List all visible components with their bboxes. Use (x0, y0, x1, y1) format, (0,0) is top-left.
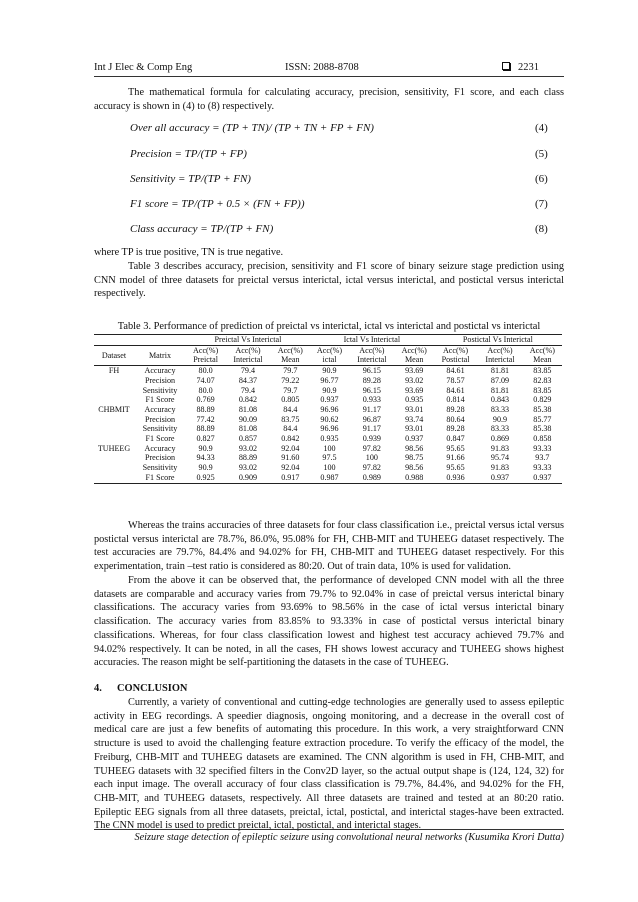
cell-metric: Sensitivity (142, 424, 178, 434)
cell-value: 89.28 (446, 424, 465, 434)
col-header-bottom: Interictal (357, 355, 387, 365)
cell-dataset (94, 424, 134, 434)
cell-value: 93.69 (405, 385, 424, 395)
cell-value: 94.33 (196, 453, 215, 463)
cell-value: 83.85 (533, 385, 552, 395)
table-group-header (94, 335, 562, 346)
cell-value: 93.74 (405, 414, 424, 424)
cell-value: 0.805 (281, 395, 300, 405)
running-footer: Seizure stage detection of epileptic seizure using convolutional neural networks (Kusumika Krori Dutta) (134, 832, 564, 843)
col-header-bottom: Mean (533, 355, 552, 365)
equation-4: Over all accuracy = (TP + TN)/ (TP + TN + FP + FN) (130, 122, 374, 134)
cell-value: 82.83 (533, 375, 552, 385)
cell-value: 0.909 (225, 473, 271, 483)
col-header-top: Acc(%) (442, 345, 469, 355)
cell-value: 81.81 (490, 366, 510, 376)
cell-value: 0.939 (362, 434, 381, 444)
cell-value: 91.83 (490, 443, 510, 453)
cell-value: 81.08 (238, 404, 258, 414)
training-results-paragraph: Whereas the trains accuracies of three datasets for four class classification i.e., preictal versus ictal versus postictal versus interictal are 78.7%, 86.0%, 95.08% for FH, CHB-MIT and TUHEEG dataset respectively. The test accuracies are 79.7%, 84.4% and 94.02% for FH, CHB-MIT and TUHEEG dataset respectively. For this experimentation, train –test ratio is considered as 80:20. Out of train data, 10% is used for validation. (94, 520, 564, 573)
cell-value: 83.33 (490, 404, 510, 414)
cell-value: 87.09 (490, 375, 510, 385)
table-row (94, 405, 562, 415)
cell-value: 84.37 (238, 375, 258, 385)
group-ictal: Ictal Vs Interictal (310, 335, 434, 346)
cell-value: 0.988 (395, 473, 434, 483)
cell-value: 91.17 (362, 404, 381, 414)
cell-value: 0.937 (523, 473, 562, 483)
cell-value: 93.02 (238, 443, 258, 453)
col-dataset: Dataset (94, 345, 134, 365)
cell-value: 90.9 (322, 366, 337, 376)
cell-value: 95.74 (490, 453, 510, 463)
cell-value: 97.82 (362, 463, 381, 473)
box-icon (502, 62, 510, 70)
cell-value: 91.83 (490, 463, 510, 473)
cell-value: 89.28 (446, 404, 465, 414)
cell-value: 93.33 (533, 463, 552, 473)
cell-value: 88.89 (238, 453, 258, 463)
header-rule (94, 76, 564, 77)
cell-value: 93.02 (238, 463, 258, 473)
equation-7: F1 score = TP/(TP + 0.5 × (FN + FP)) (130, 198, 305, 210)
cell-value: 0.829 (533, 395, 552, 405)
cell-value: 85.38 (533, 404, 552, 414)
cell-value: 98.56 (405, 463, 424, 473)
table-row (94, 463, 562, 473)
col-header (186, 345, 225, 365)
cell-metric: Precision (144, 453, 176, 463)
page-number: 2231 (518, 62, 539, 73)
cell-value: 91.66 (446, 453, 465, 463)
equation-6-number: (6) (535, 173, 548, 185)
cell-dataset: FH (108, 366, 120, 376)
table-body (94, 366, 562, 483)
table3-intro-paragraph: Table 3 describes accuracy, precision, sensitivity and F1 score of binary seizure stage prediction using CNN model of three datasets for preictal versus interictal, ictal versus interictal, and postictal versus interictal respectively. (94, 261, 564, 300)
section-number: 4. (94, 683, 102, 694)
col-header (477, 345, 523, 365)
where-text: where TP is true positive, TN is true negative. (94, 247, 284, 258)
cell-value: 0.769 (196, 395, 215, 405)
cell-metric: F1 Score (134, 473, 186, 483)
conclusion-paragraph: Currently, a variety of conventional and cutting-edge technologies are generally used to assess epileptic activity in EEG recordings. A speedier diagnosis, ongoing monitoring, and a decrease in the overall cost of medical care are just a few benefits of automating this procedure. In this work, a very straightforward CNN structure is used to avoid the challenging feature extraction procedure. To verify the efficacy of the model, the Freiburg, CHB-MIT and TUHEEG datasets are examined. The CNN algorithm is used in FH, CHB-MIT, and TUHEEG datasets with 32 specified filters in the Conv2D layer, so the actual output shape is (124, 124, 32) for each input image. The overall accuracy of four class classification is 79.7%, 84.4%, and 94.02% for the FH, CHB-MIT, and TUHEEG datasets, respectively. All three datasets are trained and tested at an 80:20 ratio. Epileptic EEG signals from all three datasets, preictal, ictal, postictal, and interictal stages-have been extracted. The CNN model is used to predict preictal, ictal, postictal, and interictal stages. (94, 697, 564, 832)
col-header-top: Acc(%) (193, 345, 219, 355)
cell-dataset (94, 395, 134, 405)
cell-dataset (94, 473, 134, 483)
cell-metric: Sensitivity (142, 385, 178, 395)
cell-value: 0.842 (281, 434, 300, 444)
cell-value: 93.01 (405, 424, 424, 434)
cell-value: 93.7 (535, 453, 550, 463)
cell-value: 89.28 (362, 375, 381, 385)
col-header-bottom: Interictal (485, 355, 515, 365)
cell-value: 90.9 (322, 385, 337, 395)
cell-value: 93.69 (405, 366, 424, 376)
table-row (94, 395, 562, 405)
cell-dataset (94, 415, 134, 425)
col-header (395, 345, 434, 365)
cell-value: 83.75 (281, 414, 300, 424)
group-postictal: Postictal Vs Interictal (434, 335, 562, 346)
cell-value: 0.814 (446, 395, 465, 405)
table-row (94, 376, 562, 386)
cell-value: 0.847 (446, 434, 465, 444)
table-column-header (94, 345, 562, 365)
col-header-bottom: Mean (281, 355, 300, 365)
cell-value: 0.843 (490, 395, 510, 405)
cell-dataset (94, 386, 134, 396)
equation-8: Class accuracy = TP/(TP + FN) (130, 223, 274, 235)
cell-value: 78.57 (446, 375, 465, 385)
col-header-bottom: Postictal (441, 355, 470, 365)
cell-value: 0.925 (186, 473, 225, 483)
cell-dataset (94, 434, 134, 444)
performance-table (94, 334, 562, 484)
col-header-bottom: Interictal (233, 355, 263, 365)
col-matrix: Matrix (134, 345, 186, 365)
cell-value: 0.842 (238, 395, 258, 405)
cell-value: 79.22 (281, 375, 300, 385)
cell-value: 84.61 (446, 385, 465, 395)
cell-value: 98.56 (405, 443, 424, 453)
col-header (523, 345, 562, 365)
cell-metric: F1 Score (145, 434, 175, 444)
col-header-top: Acc(%) (277, 345, 303, 355)
page-number-block (502, 62, 539, 73)
table-row (94, 473, 562, 483)
cell-value: 96.96 (320, 424, 339, 434)
cell-value: 93.33 (533, 443, 552, 453)
table-row (94, 434, 562, 444)
cell-value: 92.04 (281, 443, 300, 453)
col-header-bottom: Preictal (193, 355, 218, 365)
cell-value: 83.33 (490, 424, 510, 434)
footer-rule (94, 829, 564, 830)
cell-value: 85.38 (533, 424, 552, 434)
cell-value: 96.15 (362, 385, 381, 395)
col-header (271, 345, 310, 365)
cell-value: 84.4 (283, 404, 298, 414)
col-header-top: Acc(%) (529, 345, 555, 355)
cell-metric: Precision (144, 414, 176, 424)
cell-value: 90.9 (198, 443, 213, 453)
observation-paragraph: From the above it can be observed that, the performance of developed CNN model with all the three datasets are comparable and accuracy varies from 79.7% to 92.04% in case of preictal versus interictal binary classifications. The accuracy varies from 93.69% to 98.56% in the case of ictal versus interictal binary classification. The accuracy varies from 83.85% to 93.33% in case of postictal versus interictal binary classifications. Whereas, for four class classification lowest and highest test accuracy achieved 79.7% and 94.02% respectively. It can be noted, in all the cases, FH shows lowest accuracy and TUHEEG shows highest accuracies. The reason might be self-partitioning the datasets in the case of TUHEEG. (94, 575, 564, 669)
section-title: CONCLUSION (117, 683, 188, 694)
cell-value: 96.96 (320, 404, 339, 414)
cell-value: 79.4 (240, 385, 256, 395)
cell-value: 80.0 (198, 385, 213, 395)
equation-8-number: (8) (535, 223, 548, 235)
cell-value: 0.937 (405, 434, 424, 444)
section-heading (94, 683, 187, 694)
group-spacer (134, 335, 186, 346)
cell-metric: F1 Score (145, 395, 175, 405)
cell-value: 98.75 (405, 453, 424, 463)
group-preictal: Preictal Vs Interictal (186, 335, 310, 346)
cell-value: 0.989 (349, 473, 395, 483)
cell-value: 95.65 (446, 443, 465, 453)
cell-value: 0.869 (490, 434, 510, 444)
cell-dataset (94, 376, 134, 386)
cell-value: 80.64 (446, 414, 465, 424)
cell-value: 93.02 (405, 375, 424, 385)
col-header-bottom: Mean (404, 355, 424, 365)
cell-value: 0.857 (238, 434, 258, 444)
cell-value: 96.15 (362, 366, 381, 376)
cell-value: 92.04 (281, 463, 300, 473)
table-row (94, 415, 562, 425)
cell-dataset: CHBMIT (98, 404, 130, 414)
intro-paragraph: The mathematical formula for calculating accuracy, precision, sensitivity, F1 score, and each class accuracy is shown in (4) to (8) respectively. (94, 87, 564, 112)
cell-value: 81.81 (490, 385, 510, 395)
cell-value: 74.07 (196, 375, 215, 385)
equation-6: Sensitivity = TP/(TP + FN) (130, 173, 251, 185)
cell-metric: Sensitivity (142, 463, 178, 473)
cell-value: 0.917 (271, 473, 310, 483)
cell-value: 100 (323, 463, 336, 473)
col-header-top: Acc(%) (235, 345, 261, 355)
cell-metric: Precision (144, 375, 176, 385)
col-header-bottom: ictal (322, 355, 337, 365)
cell-value: 90.09 (238, 414, 258, 424)
cell-value: 0.937 (477, 473, 523, 483)
cell-value: 79.4 (240, 366, 256, 376)
col-header (349, 345, 395, 365)
cell-value: 96.77 (320, 375, 339, 385)
table-row (94, 366, 562, 376)
cell-value: 93.01 (405, 404, 424, 414)
cell-value: 0.858 (533, 434, 552, 444)
cell-value: 100 (365, 453, 378, 463)
cell-dataset (94, 453, 134, 463)
cell-value: 97.82 (362, 443, 381, 453)
cell-value: 0.827 (196, 434, 215, 444)
cell-value: 84.4 (283, 424, 298, 434)
cell-value: 90.9 (492, 414, 508, 424)
cell-value: 81.08 (238, 424, 258, 434)
cell-value: 0.987 (310, 473, 349, 483)
table-row (94, 444, 562, 454)
issn: ISSN: 2088-8708 (285, 62, 359, 73)
cell-value: 97.5 (322, 453, 337, 463)
col-header (434, 345, 477, 365)
cell-metric: Accuracy (144, 366, 176, 376)
cell-dataset (94, 463, 134, 473)
cell-value: 0.933 (362, 395, 381, 405)
col-header-top: Acc(%) (316, 345, 343, 355)
cell-value: 91.17 (362, 424, 381, 434)
col-header-top: Acc(%) (401, 345, 427, 355)
cell-value: 80.0 (198, 366, 213, 376)
cell-value: 0.936 (434, 473, 477, 483)
col-header (310, 345, 349, 365)
cell-value: 88.89 (196, 404, 215, 414)
equation-5: Precision = TP/(TP + FP) (130, 148, 247, 160)
cell-value: 90.9 (198, 463, 213, 473)
cell-value: 77.42 (196, 414, 215, 424)
cell-value: 84.61 (446, 366, 465, 376)
cell-value: 100 (323, 443, 336, 453)
cell-value: 90.62 (320, 414, 339, 424)
cell-value: 96.87 (362, 414, 381, 424)
cell-value: 79.7 (283, 385, 298, 395)
equation-7-number: (7) (535, 198, 548, 210)
cell-value: 0.937 (320, 395, 339, 405)
cell-value: 0.935 (320, 434, 339, 444)
table-row (94, 386, 562, 396)
cell-metric: Accuracy (144, 404, 176, 414)
cell-value: 83.85 (533, 366, 552, 376)
equation-5-number: (5) (535, 148, 548, 160)
cell-value: 88.89 (196, 424, 215, 434)
table-row (94, 453, 562, 463)
cell-value: 79.7 (283, 366, 298, 376)
table-caption: Table 3. Performance of prediction of preictal vs interictal, ictal vs interictal and postictal vs interictal (117, 321, 541, 332)
col-header-top: Acc(%) (487, 345, 513, 355)
group-spacer (94, 335, 134, 346)
cell-value: 85.77 (533, 414, 552, 424)
cell-value: 91.60 (281, 453, 300, 463)
cell-value: 95.65 (446, 463, 465, 473)
col-header (225, 345, 271, 365)
table-row (94, 424, 562, 434)
cell-dataset: TUHEEG (97, 443, 131, 453)
equation-4-number: (4) (535, 122, 548, 134)
journal-name: Int J Elec & Comp Eng (94, 62, 193, 73)
col-header-top: Acc(%) (359, 345, 385, 355)
cell-metric: Accuracy (144, 443, 176, 453)
cell-value: 0.935 (405, 395, 424, 405)
